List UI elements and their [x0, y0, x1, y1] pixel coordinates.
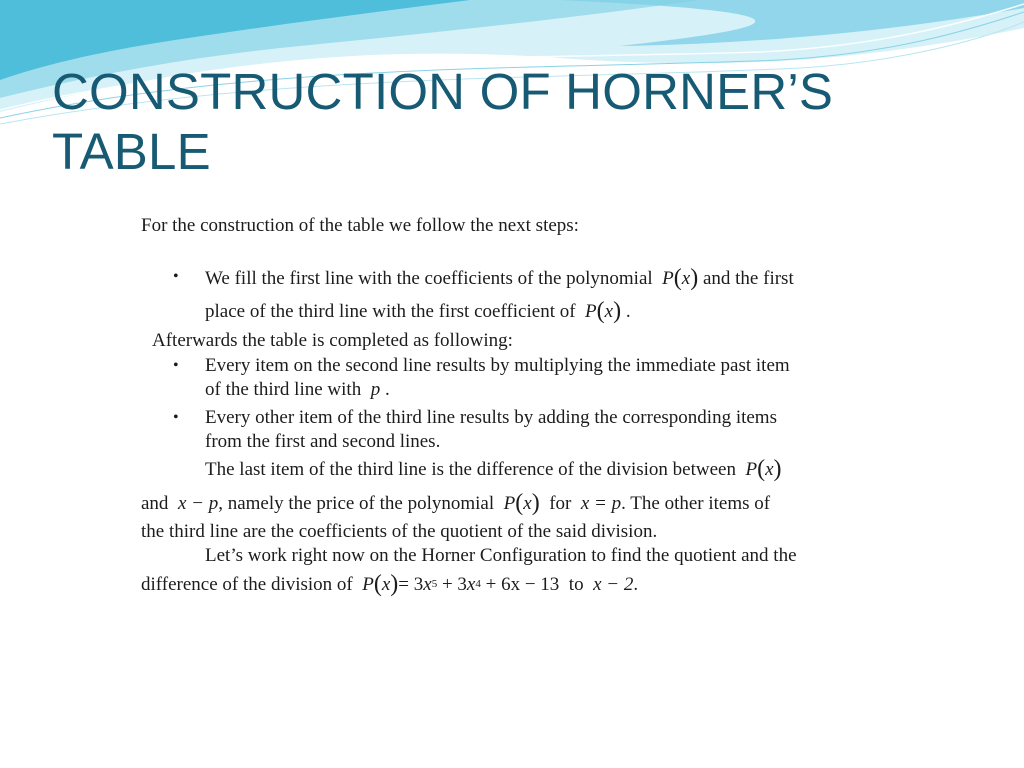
- bullet1-line1-text: We fill the first line with the coefficients of the polynomial: [205, 268, 653, 289]
- poly-eq: = 3: [398, 574, 424, 595]
- paren-close: ): [690, 265, 699, 291]
- var-x: x: [381, 574, 391, 595]
- var-x: x: [604, 301, 614, 322]
- bullet1-line2-end: .: [625, 301, 631, 322]
- term2-exponent: 4: [475, 578, 481, 590]
- paren-open: (: [596, 298, 605, 324]
- last-item-line3: the third line are the coefficients of the quotient of the said division.: [141, 521, 658, 542]
- poly-p-symbol: P: [362, 574, 374, 595]
- intro-text: For the construction of the table we follow the next steps:: [141, 215, 579, 236]
- for-text: for: [549, 493, 572, 514]
- bullet3-line1: Every other item of the third line results by adding the corresponding items: [205, 407, 777, 428]
- poly-rest: + 6x − 13: [480, 574, 560, 595]
- term2-var: x: [466, 574, 476, 595]
- last-item-line2: [141, 491, 770, 515]
- paren-close: ): [773, 456, 782, 482]
- example-line2: [141, 572, 638, 596]
- example-end: .: [633, 574, 639, 595]
- bullet-marker-1: •: [173, 268, 179, 285]
- example-line1: Let’s work right now on the Horner Configuration to find the quotient and the: [205, 545, 797, 566]
- and-text: and: [141, 493, 169, 514]
- var-x: x: [523, 493, 532, 514]
- poly-p-symbol: P: [662, 268, 674, 289]
- namely-text: , namely the price of the polynomial: [218, 493, 495, 514]
- equation-x-equals-p: x = p: [580, 493, 622, 514]
- example-line2-text: difference of the division of: [141, 574, 353, 595]
- paren-close: ): [531, 490, 540, 516]
- poly-p-symbol: P: [585, 301, 597, 322]
- var-x: x: [765, 459, 774, 480]
- other-items-text: . The other items of: [621, 493, 771, 514]
- bullet1-line2-text: place of the third line with the first coefficient of: [205, 301, 576, 322]
- last-item-line1: [205, 457, 782, 481]
- paren-open: (: [515, 490, 524, 516]
- example-divisor: x − 2: [593, 574, 634, 595]
- to-text: to: [568, 574, 584, 595]
- bullet1-line1-tail: and the first: [702, 268, 794, 289]
- slide-title: CONSTRUCTION OF HORNER’S TABLE: [52, 63, 834, 180]
- paren-open: (: [673, 265, 682, 291]
- bullet2-line2: [205, 379, 390, 401]
- bullet-marker-3: •: [173, 409, 179, 426]
- poly-p-symbol: P: [745, 459, 758, 480]
- bullet2-line2-text: of the third line with: [205, 379, 362, 400]
- p-symbol: p: [370, 379, 381, 400]
- paren-open: (: [373, 571, 382, 597]
- bullet-marker-2: •: [173, 357, 179, 374]
- var-x: x: [681, 268, 691, 289]
- bullet2-line2-end: .: [384, 379, 390, 400]
- divisor-x-minus-p: x − p: [177, 493, 219, 514]
- bullet2-line1: Every item on the second line results by multiplying the immediate past item: [205, 355, 790, 376]
- last-item-line1-text: The last item of the third line is the difference of the division between: [205, 459, 736, 480]
- bullet1-line1: [205, 266, 794, 290]
- paren-close: ): [613, 298, 622, 324]
- paren-close: ): [390, 571, 399, 597]
- term1-var: x: [423, 574, 432, 595]
- afterwards-text: Afterwards the table is completed as following:: [152, 330, 513, 351]
- bullet3-line2: from the first and second lines.: [205, 431, 441, 452]
- poly-p-symbol: P: [503, 493, 516, 514]
- plus-3: + 3: [437, 574, 467, 595]
- bullet1-line2: [205, 299, 631, 323]
- paren-open: (: [757, 456, 766, 482]
- term1-exponent: 5: [431, 578, 438, 590]
